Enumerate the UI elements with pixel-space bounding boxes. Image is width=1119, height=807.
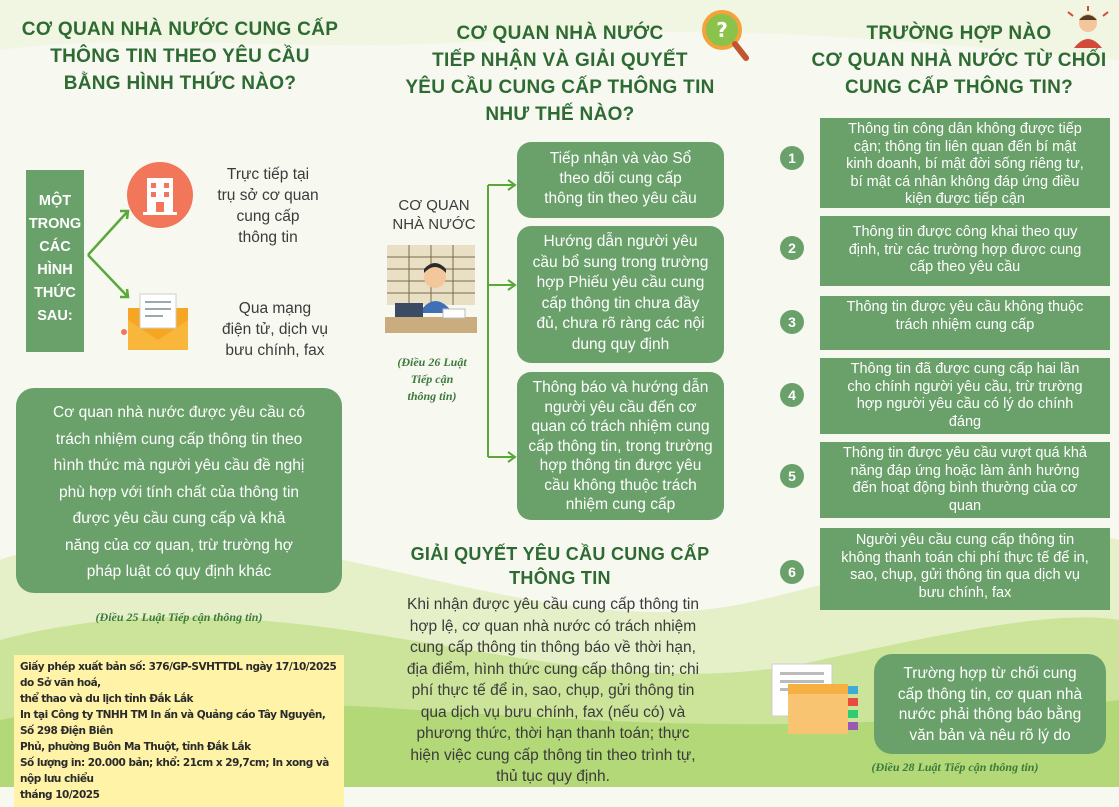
process-step-line: người yêu cầu đến cơ xyxy=(544,398,697,416)
option-online xyxy=(210,298,340,361)
left-citation: (Điều 25 Luật Tiếp cận thông tin) xyxy=(95,610,263,624)
middle-citation-line: (Điều 26 Luật xyxy=(397,355,467,369)
option-direct-line: cung cấp xyxy=(236,208,300,225)
option-online-line: Qua mạng xyxy=(238,300,312,317)
process-step-line: cấp thông tin chưa đầy xyxy=(541,294,700,312)
left-title-line: BẰNG HÌNH THỨC NÀO? xyxy=(63,73,297,94)
left-body-line: được yêu cầu cung cấp và khả xyxy=(72,510,286,527)
process-step-3 xyxy=(517,372,724,520)
option-direct-line: thông tin xyxy=(238,229,298,246)
middle-title xyxy=(390,20,730,128)
case-number-badge: 5 xyxy=(780,464,804,488)
refusal-case-line: sao, chụp, gửi thông tin qua dịch vụ xyxy=(850,567,1080,583)
magnifier-question-icon xyxy=(698,8,750,64)
forms-label-line: SAU: xyxy=(37,308,73,324)
refusal-case-2 xyxy=(820,216,1110,286)
process-step-line: theo dõi cung cấp xyxy=(559,170,682,187)
refusal-case-line: kinh doanh, bí mật đời sống riêng tư, xyxy=(846,156,1084,172)
document-folder-icon xyxy=(766,660,870,742)
refusal-case-line: quan xyxy=(948,497,982,514)
process-step-line: dung quy định xyxy=(571,335,670,353)
middle-title-line: CƠ QUAN NHÀ NƯỚC xyxy=(456,23,664,44)
refusal-case-line: năng đáp ứng hoặc làm ảnh hưởng xyxy=(850,462,1080,479)
refusal-case-3 xyxy=(820,296,1110,350)
process-step-line: thông tin theo yêu cầu xyxy=(544,190,697,207)
refusal-case-line: đáng xyxy=(948,413,982,430)
resolve-body-line: hiện việc cung cấp thông tin theo trình tự, xyxy=(410,746,696,764)
license-line: Phủ, phường Buôn Ma Thuột, tỉnh Đắk Lắk xyxy=(20,741,251,753)
forms-label-line: MỘT xyxy=(38,193,72,209)
forms-label xyxy=(26,170,84,352)
refusal-notice-line: nước phải thông báo bằng xyxy=(898,706,1082,723)
resolve-body-line: Khi nhận được yêu cầu cung cấp thông tin xyxy=(407,596,699,613)
forms-label-line: CÁC xyxy=(39,239,71,255)
refusal-case-line: cận; thông tin liên quan đến bí mật xyxy=(853,138,1077,155)
license-line: tháng 10/2025 xyxy=(20,789,100,801)
option-direct-line: trụ sở cơ quan xyxy=(217,187,319,204)
process-step-line: cấp thông tin, trong trường xyxy=(528,437,713,455)
process-step-2 xyxy=(517,226,724,363)
left-body-box xyxy=(16,388,342,593)
case-number-badge: 3 xyxy=(780,310,804,334)
left-body-line: phù hợp với tính chất của thông tin xyxy=(58,483,300,501)
right-title-line: TRƯỜNG HỢP NÀO xyxy=(866,23,1052,44)
left-body-line: trách nhiệm cung cấp thông tin theo xyxy=(55,430,303,448)
refusal-case-4 xyxy=(820,358,1110,434)
process-step-line: cầu bổ sung trong trường xyxy=(532,253,709,271)
resolve-body-line: phí thực tế để in, sao, chụp, gửi thông tin xyxy=(411,682,695,699)
agency-label-line: CƠ QUAN xyxy=(398,197,470,214)
process-step-line: đủ, chưa rõ ràng các nội xyxy=(536,315,705,332)
refusal-case-line: Thông tin được yêu cầu vượt quá khả xyxy=(843,445,1087,461)
process-step-line: hợp thông tin được yêu xyxy=(539,457,702,474)
refusal-case-line: trách nhiệm cung cấp xyxy=(895,316,1035,333)
process-step-line: cầu không thuộc trách xyxy=(544,476,697,494)
middle-title-line: YÊU CẦU CUNG CẤP THÔNG TIN xyxy=(405,77,715,98)
refusal-notice-box xyxy=(874,654,1106,754)
refusal-case-1 xyxy=(820,118,1110,208)
option-direct xyxy=(208,164,328,248)
refusal-case-line: Thông tin đã được cung cấp hai lần xyxy=(850,361,1080,377)
process-step-line: Tiếp nhận và vào Sổ xyxy=(549,150,692,167)
left-body-line: pháp luật có quy định khác xyxy=(86,563,272,580)
resolve-body-line: cung cấp thông tin thông báo về thời hạn, xyxy=(410,639,696,656)
case-number-badge: 6 xyxy=(780,560,804,584)
process-step-line: nhiệm cung cấp xyxy=(565,496,676,513)
refusal-notice-line: văn bản và nêu rõ lý do xyxy=(909,726,1071,744)
left-body-line: năng của cơ quan, trừ trường hợ xyxy=(65,536,293,554)
left-title-line: CƠ QUAN NHÀ NƯỚC CUNG CẤP xyxy=(21,19,339,40)
refusal-case-line: cấp theo yêu cầu xyxy=(909,259,1021,275)
option-direct-line: Trực tiếp tại xyxy=(226,166,310,183)
resolve-title-line: THÔNG TIN xyxy=(509,568,611,588)
process-arrows xyxy=(484,175,520,465)
middle-citation-line: Tiếp cận xyxy=(410,372,454,386)
refusal-case-line: hợp người yêu cầu có lý do chính xyxy=(856,396,1074,412)
refusal-notice-line: cấp thông tin, cơ quan nhà xyxy=(897,685,1083,703)
middle-citation-line: thông tin) xyxy=(407,389,457,403)
refusal-case-line: định, trừ các trường hợp được cung xyxy=(848,241,1082,258)
refusal-notice-line: Trường hợp từ chối cung xyxy=(903,665,1077,682)
process-step-line: Thông báo và hướng dẫn xyxy=(532,379,709,396)
right-title-line: CƠ QUAN NHÀ NƯỚC TỪ CHỐI xyxy=(811,50,1107,71)
case-number-badge: 4 xyxy=(780,383,804,407)
refusal-case-line: Thông tin được công khai theo quy xyxy=(852,224,1078,240)
agency-label xyxy=(382,196,486,234)
right-title xyxy=(800,20,1118,101)
right-citation: (Điều 28 Luật Tiếp cận thông tin) xyxy=(871,760,1039,774)
refusal-case-6 xyxy=(820,528,1110,610)
resolve-body-line: phương thức, thời hạn thanh toán; thực xyxy=(416,725,690,742)
refusal-case-line: Thông tin được yêu cầu không thuộc xyxy=(846,299,1084,315)
option-online-line: điện tử, dịch vụ xyxy=(221,321,329,338)
process-step-line: Hướng dẫn người yêu xyxy=(543,233,698,250)
process-step-1 xyxy=(517,142,724,218)
refusal-case-line: bưu chính, fax xyxy=(918,584,1012,601)
license-info xyxy=(14,655,344,807)
resolve-body xyxy=(382,594,724,788)
mail-envelope-icon xyxy=(118,290,198,358)
middle-title-line: TIẾP NHẬN VÀ GIẢI QUYẾT xyxy=(432,50,688,71)
building-icon xyxy=(125,160,195,230)
license-line: thể thao và du lịch tỉnh Đắk Lắk xyxy=(20,693,194,705)
forms-label-line: THỨC xyxy=(34,285,76,301)
refusal-case-5 xyxy=(820,442,1110,518)
refusal-case-line: không thanh toán chi phí thực tế để in, xyxy=(841,549,1089,566)
officer-at-desk-icon xyxy=(385,243,477,335)
license-line: Số lượng in: 20.000 bản; khổ: 21cm x 29,7cm; In xong và nộp lưu chiểu xyxy=(20,757,329,785)
resolve-title xyxy=(375,542,745,590)
process-step-line: hợp Phiếu yêu cầu cung xyxy=(536,274,705,291)
forms-label-line: TRONG xyxy=(28,216,82,232)
case-number-badge: 2 xyxy=(780,236,804,260)
resolve-title-line: GIẢI QUYẾT YÊU CẦU CUNG CẤP xyxy=(410,544,710,564)
refusal-case-line: kiện được tiếp cận xyxy=(905,191,1025,207)
license-line: In tại Công ty TNHH TM In ấn và Quảng cáo Tây Nguyên, Số 298 Điện Biên xyxy=(20,709,326,737)
middle-citation xyxy=(380,354,484,405)
refusal-case-line: bí mật cá nhân không đáp ứng điều xyxy=(850,173,1080,190)
resolve-body-line: hợp lệ, cơ quan nhà nước có trách nhiệm xyxy=(409,617,697,635)
option-online-line: bưu chính, fax xyxy=(225,342,325,359)
svg-text:?: ? xyxy=(716,18,728,42)
refusal-case-line: Người yêu cầu cung cấp thông tin xyxy=(855,532,1075,548)
resolve-body-line: qua dịch vụ bưu chính, fax (nếu có) và xyxy=(420,703,686,721)
resolve-body-line: địa điểm, hình thức cung cấp thông tin; chi xyxy=(406,660,700,678)
middle-title-line: NHƯ THẾ NÀO? xyxy=(485,104,635,125)
left-body-line: Cơ quan nhà nước được yêu cầu có xyxy=(52,404,306,421)
left-body-line: hình thức mà người yêu cầu đề nghị xyxy=(53,457,305,474)
refusal-case-line: Thông tin công dân không được tiếp xyxy=(848,121,1082,137)
resolve-body-line: thủ tục quy định. xyxy=(496,768,610,785)
right-title-line: CUNG CẤP THÔNG TIN? xyxy=(844,77,1074,98)
refusal-case-line: đến hoạt động bình thường của cơ xyxy=(852,480,1078,496)
left-title-line: THÔNG TIN THEO YÊU CẦU xyxy=(50,46,310,67)
refusal-case-line: cho chính người yêu cầu, trừ trường xyxy=(847,378,1083,395)
license-line: Giấy phép xuất bản số: 376/GP-SVHTTDL ngày 17/10/2025 do Sở văn hoá, xyxy=(20,661,337,689)
left-title xyxy=(10,16,350,97)
forms-label-line: HÌNH xyxy=(37,262,73,278)
process-step-line: quan có trách nhiệm cung xyxy=(531,418,710,435)
case-number-badge: 1 xyxy=(780,146,804,170)
agency-label-line: NHÀ NƯỚC xyxy=(392,216,476,233)
